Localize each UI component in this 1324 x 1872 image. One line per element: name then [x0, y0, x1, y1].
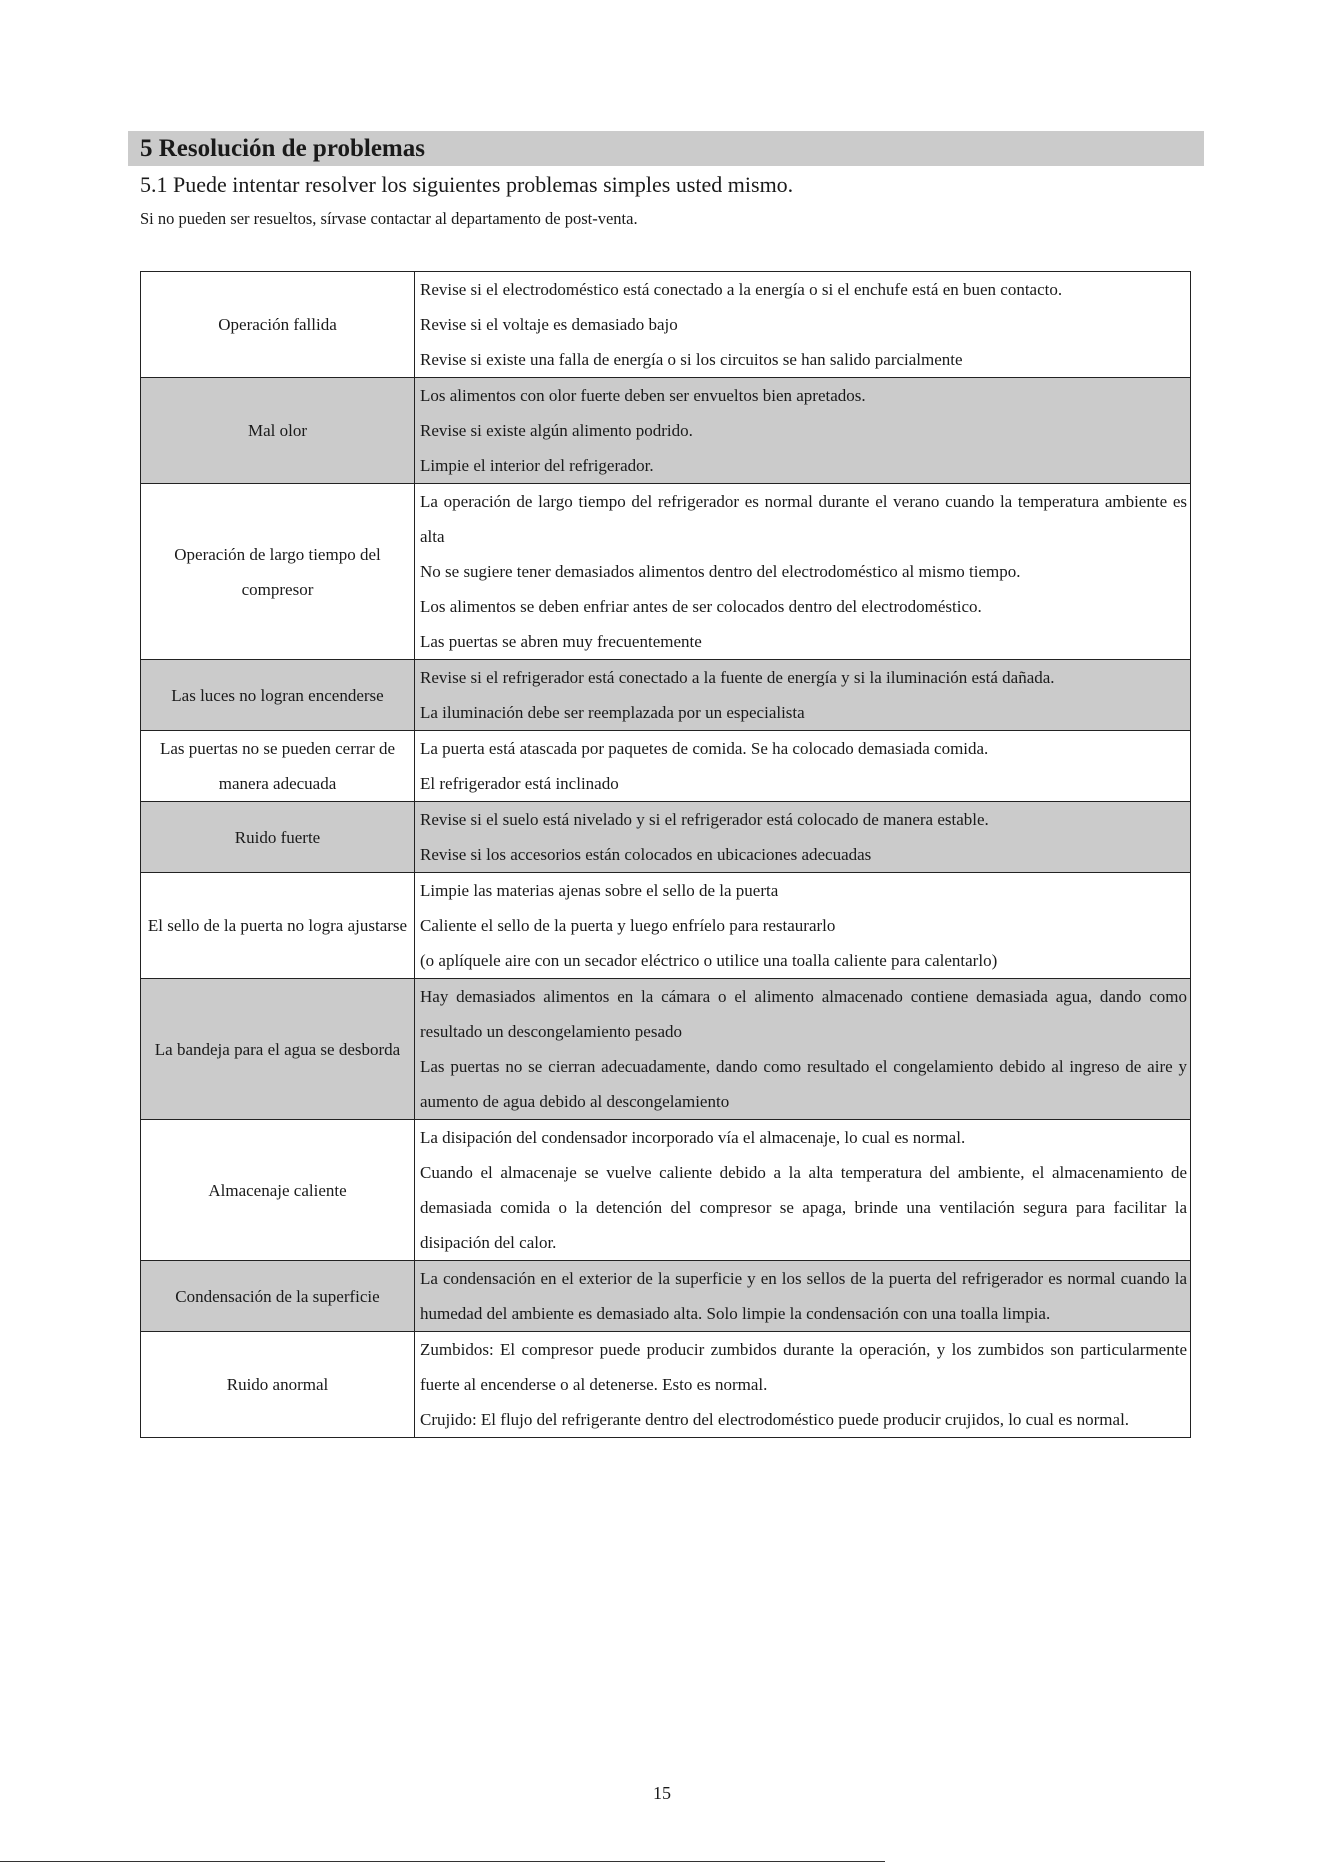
problem-cell: Almacenaje caliente: [141, 1120, 415, 1261]
troubleshooting-table: [140, 271, 1191, 1438]
remedy-cell: [415, 660, 1191, 731]
remedy-line: No se sugiere tener demasiados alimentos dentro del electrodoméstico al mismo tiempo.: [420, 562, 1021, 581]
remedy-line: Zumbidos: El compresor puede producir zumbidos durante la operación, y los zumbidos son particularmente fuerte al encenderse o al detenerse. Esto es normal.: [420, 1340, 1187, 1394]
remedy-cell: [415, 1261, 1191, 1332]
table-row: [141, 1120, 1191, 1261]
remedy-line: Revise si el electrodoméstico está conectado a la energía o si el enchufe está en buen contacto.: [420, 280, 1063, 299]
remedy-line: Cuando el almacenaje se vuelve caliente debido a la alta temperatura del ambiente, el almacenamiento de demasiada comida o la detención del compresor se apaga, brinde una ventilación segura para facilitar la disipación del calor.: [420, 1163, 1187, 1252]
section-heading: 5 Resolución de problemas: [140, 135, 425, 162]
table-row: [141, 484, 1191, 660]
table-row: [141, 873, 1191, 979]
remedy-line: La puerta está atascada por paquetes de comida. Se ha colocado demasiada comida.: [420, 739, 989, 758]
remedy-line: Revise si el voltaje es demasiado bajo: [420, 315, 678, 334]
remedy-cell: [415, 873, 1191, 979]
remedy-line: Limpie las materias ajenas sobre el sello de la puerta: [420, 881, 779, 900]
remedy-line: Revise si los accesorios están colocados en ubicaciones adecuadas: [420, 845, 872, 864]
table-row: [141, 979, 1191, 1120]
remedy-line: La disipación del condensador incorporado vía el almacenaje, lo cual es normal.: [420, 1128, 966, 1147]
remedy-cell: [415, 272, 1191, 378]
problem-cell: Operación fallida: [141, 272, 415, 378]
problem-cell: Ruido anormal: [141, 1332, 415, 1438]
remedy-line: Crujido: El flujo del refrigerante dentro del electrodoméstico puede producir crujidos, lo cual es normal.: [420, 1410, 1130, 1429]
table-row: [141, 731, 1191, 802]
problem-cell: Ruido fuerte: [141, 802, 415, 873]
remedy-cell: [415, 1332, 1191, 1438]
problem-cell: La bandeja para el agua se desborda: [141, 979, 415, 1120]
remedy-line: La operación de largo tiempo del refrigerador es normal durante el verano cuando la temperatura ambiente es alta: [420, 492, 1187, 546]
bottom-divider: [0, 1861, 885, 1862]
remedy-line: Los alimentos con olor fuerte deben ser envueltos bien apretados.: [420, 386, 866, 405]
problem-cell: El sello de la puerta no logra ajustarse: [141, 873, 415, 979]
remedy-line: El refrigerador está inclinado: [420, 774, 619, 793]
remedy-line: La condensación en el exterior de la superficie y en los sellos de la puerta del refrigerador es normal cuando la humedad del ambiente es demasiado alta. Solo limpie la condensación con una toalla limpia.: [420, 1269, 1187, 1323]
remedy-line: Las puertas no se cierran adecuadamente, dando como resultado el congelamiento debido al ingreso de aire y aumento de agua debido al descongelamiento: [420, 1057, 1187, 1111]
remedy-cell: [415, 731, 1191, 802]
problem-cell: Mal olor: [141, 378, 415, 484]
table-row: [141, 802, 1191, 873]
remedy-line: Revise si el refrigerador está conectado a la fuente de energía y si la iluminación está dañada.: [420, 668, 1055, 687]
remedy-line: Limpie el interior del refrigerador.: [420, 456, 654, 475]
remedy-line: Revise si existe algún alimento podrido.: [420, 421, 693, 440]
remedy-cell: [415, 1120, 1191, 1261]
table-row: [141, 272, 1191, 378]
remedy-line: Las puertas se abren muy frecuentemente: [420, 632, 702, 651]
remedy-line: (o aplíquele aire con un secador eléctrico o utilice una toalla caliente para calentarlo): [420, 951, 998, 970]
problem-cell: Condensación de la superficie: [141, 1261, 415, 1332]
problem-cell: Las puertas no se pueden cerrar de manera adecuada: [141, 731, 415, 802]
remedy-cell: [415, 378, 1191, 484]
remedy-line: Caliente el sello de la puerta y luego enfríelo para restaurarlo: [420, 916, 836, 935]
troubleshooting-table-body: [141, 272, 1191, 1438]
remedy-line: Revise si el suelo está nivelado y si el refrigerador está colocado de manera estable.: [420, 810, 989, 829]
page-number: 15: [653, 1783, 671, 1803]
problem-cell: Operación de largo tiempo del compresor: [141, 484, 415, 660]
contact-note: Si no pueden ser resueltos, sírvase contactar al departamento de post-venta.: [140, 209, 638, 228]
table-row: [141, 1332, 1191, 1438]
remedy-line: Revise si existe una falla de energía o si los circuitos se han salido parcialmente: [420, 350, 963, 369]
remedy-line: Los alimentos se deben enfriar antes de ser colocados dentro del electrodoméstico.: [420, 597, 982, 616]
table-row: [141, 660, 1191, 731]
remedy-cell: [415, 484, 1191, 660]
remedy-line: Hay demasiados alimentos en la cámara o el alimento almacenado contiene demasiada agua, dando como resultado un descongelamiento pesado: [420, 987, 1187, 1041]
problem-cell: Las luces no logran encenderse: [141, 660, 415, 731]
remedy-cell: [415, 802, 1191, 873]
table-row: [141, 1261, 1191, 1332]
table-row: [141, 378, 1191, 484]
subsection-heading: 5.1 Puede intentar resolver los siguientes problemas simples usted mismo.: [140, 172, 794, 197]
remedy-cell: [415, 979, 1191, 1120]
remedy-line: La iluminación debe ser reemplazada por un especialista: [420, 703, 805, 722]
